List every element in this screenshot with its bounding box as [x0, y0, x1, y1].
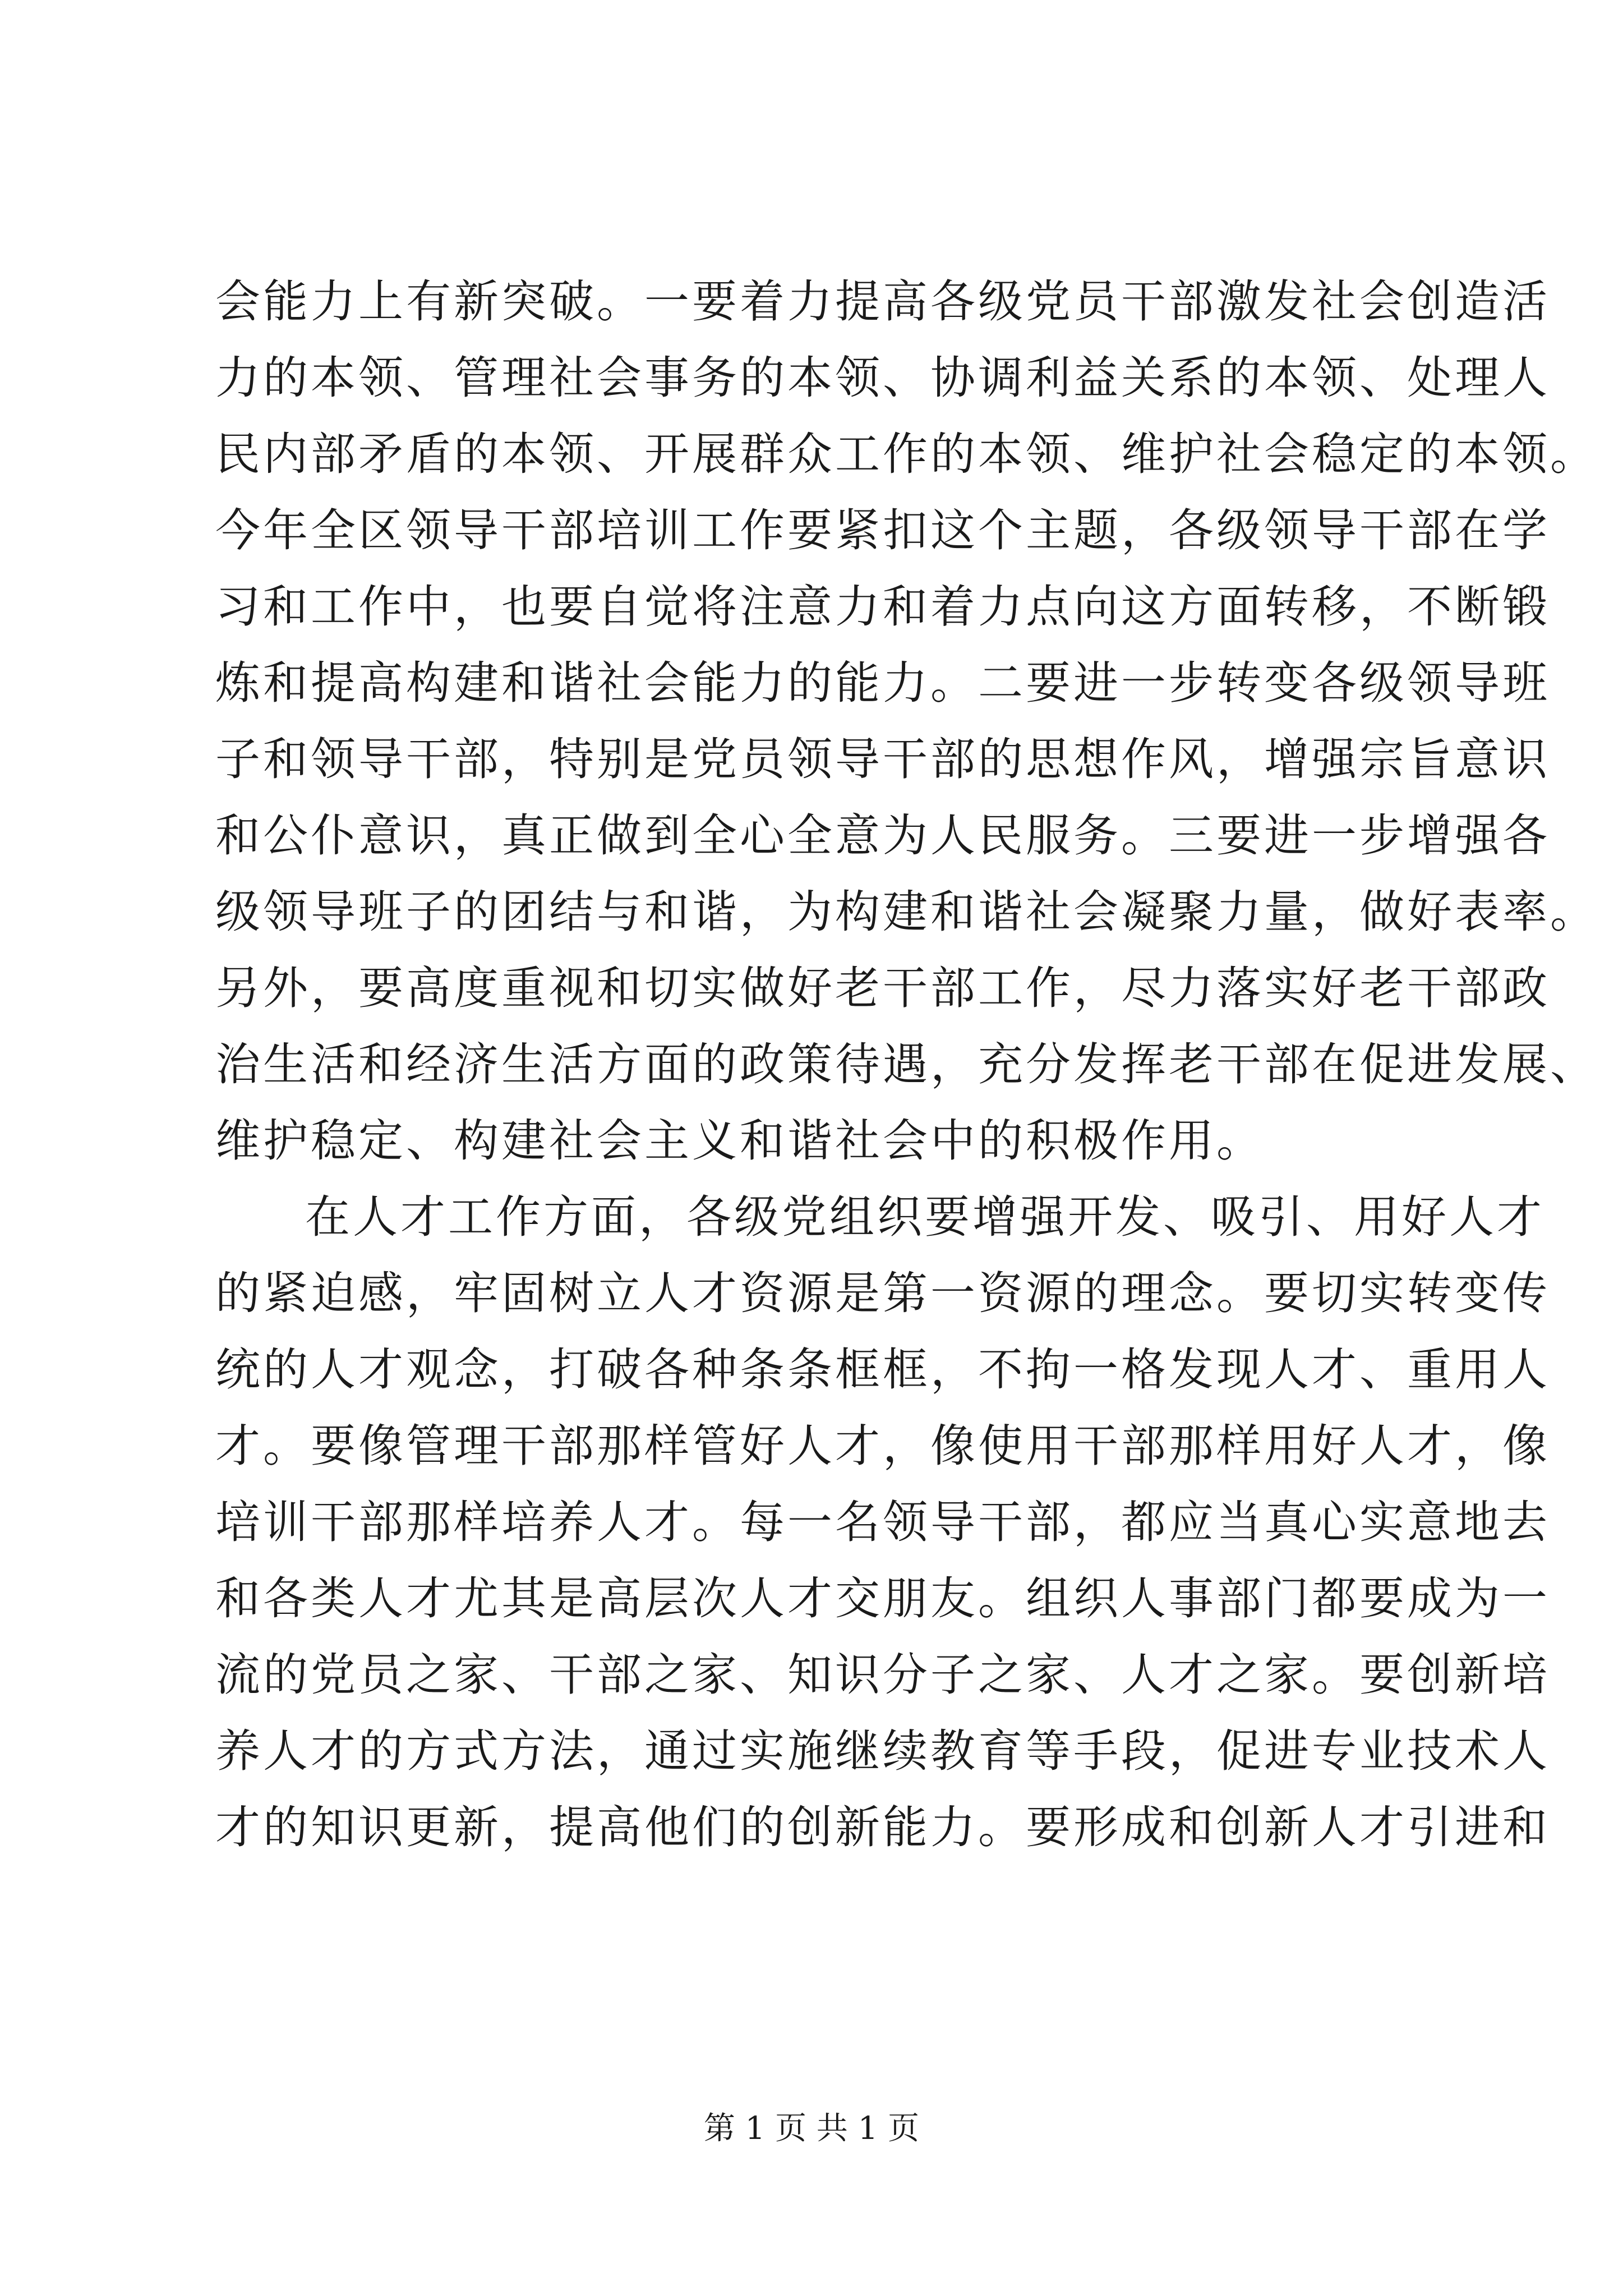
- text-line: 维护稳定、构建社会主义和谐社会中的积极作用。: [215, 1115, 1264, 1167]
- text-line: 习和工作中，也要自觉将注意力和着力点向这方面转移，不断锻: [215, 581, 1550, 633]
- text-line: 级领导班子的团结与和谐，为构建和谐社会凝聚力量，做好表率。: [215, 886, 1598, 938]
- text-line: 民内部矛盾的本领、开展群众工作的本领、维护社会稳定的本领。: [215, 428, 1598, 480]
- text-line: 才。要像管理干部那样管好人才，像使用干部那样用好人才，像: [215, 1420, 1550, 1472]
- paragraph-start-line: 在人才工作方面，各级党组织要增强开发、吸引、用好人才: [305, 1191, 1544, 1243]
- text-line: 统的人才观念，打破各种条条框框，不拘一格发现人才、重用人: [215, 1343, 1550, 1396]
- text-line: 和各类人才尤其是高层次人才交朋友。组织人事部门都要成为一: [215, 1572, 1550, 1625]
- document-body: [215, 264, 1598, 1866]
- text-line: 子和领导干部，特别是党员领导干部的思想作风，增强宗旨意识: [215, 733, 1550, 785]
- text-line: 今年全区领导干部培训工作要紧扣这个主题，各级领导干部在学: [215, 504, 1550, 556]
- page-number-footer: 第 1 页 共 1 页: [703, 2110, 920, 2147]
- text-line: 力的本领、管理社会事务的本领、协调利益关系的本领、处理人: [215, 352, 1550, 404]
- text-line: 培训干部那样培养人才。每一名领导干部，都应当真心实意地去: [215, 1496, 1550, 1548]
- text-line: 另外，要高度重视和切实做好老干部工作，尽力落实好老干部政: [215, 962, 1550, 1014]
- text-line: 的紧迫感，牢固树立人才资源是第一资源的理念。要切实转变传: [215, 1267, 1550, 1319]
- text-line: 和公仆意识，真正做到全心全意为人民服务。三要进一步增强各: [215, 809, 1550, 862]
- text-line: 流的党员之家、干部之家、知识分子之家、人才之家。要创新培: [215, 1649, 1550, 1701]
- text-line: 会能力上有新突破。一要着力提高各级党员干部激发社会创造活: [215, 275, 1550, 328]
- text-line: 炼和提高构建和谐社会能力的能力。二要进一步转变各级领导班: [215, 657, 1550, 709]
- text-line: 才的知识更新，提高他们的创新能力。要形成和创新人才引进和: [215, 1801, 1550, 1853]
- text-line: 治生活和经济生活方面的政策待遇，充分发挥老干部在促进发展、: [215, 1038, 1598, 1091]
- text-line: 养人才的方式方法，通过实施继续教育等手段，促进专业技术人: [215, 1725, 1550, 1777]
